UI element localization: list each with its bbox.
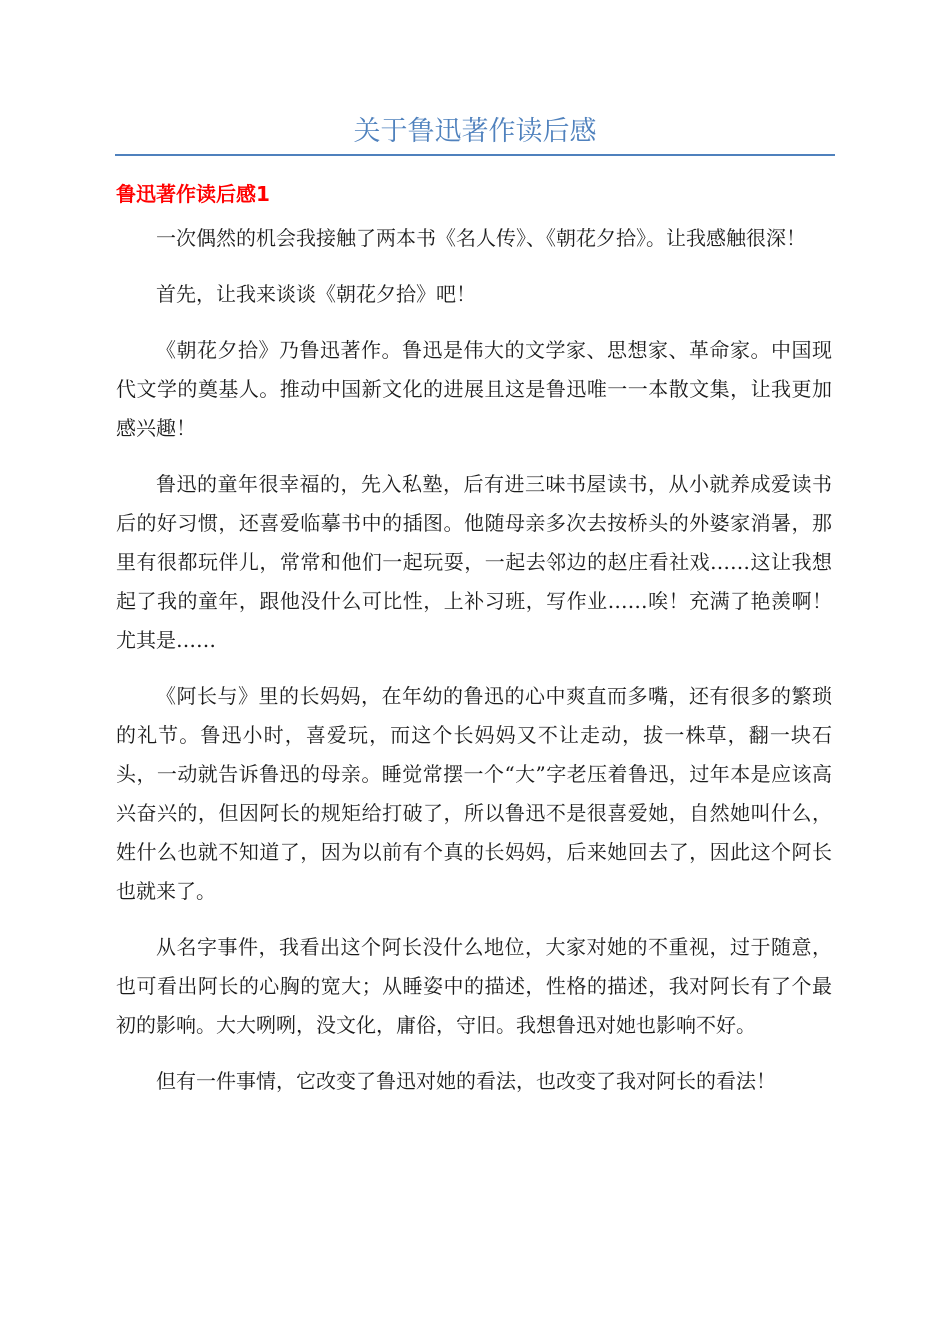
document-body (116, 219, 832, 1118)
paragraph: 首先，让我来谈谈《朝花夕拾》吧！ (156, 282, 476, 306)
paragraph: 但有一件事情，它改变了鲁迅对她的看法，也改变了我对阿长的看法！ (156, 1069, 776, 1093)
paragraph: 《阿长与》里的长妈妈，在年幼的鲁迅的心中爽直而多嘴，还有很多的繁琐的礼节。鲁迅小时，喜爱玩，而这个长妈妈又不让走动，拔一株草，翻一块石头，一动就告诉鲁迅的母亲。睡觉常摆一个“大”字老压着鲁迅，过年本是应该高兴奋兴的，但因阿长的规矩给打破了，所以鲁迅不是很喜爱她，自然她叫什么，姓什么也就不知道了，因为以前有个真的长妈妈，后来她回去了，因此这个阿长也就来了。 (116, 684, 832, 903)
document-title: 关于鲁迅著作读后感 (353, 116, 597, 147)
paragraph: 鲁迅的童年很幸福的，先入私塾，后有进三味书屋读书，从小就养成爱读书后的好习惯，还喜爱临摹书中的插图。他随母亲多次去按桥头的外婆家消暑，那里有很都玩伴儿，常常和他们一起玩耍，一起去邻边的赵庄看社戏……这让我想起了我的童年，跟他没什么可比性，上补习班，写作业……唉！充满了艳羡啊！尤其是…… (116, 472, 832, 652)
paragraph: 一次偶然的机会我接触了两本书《名人传》、《朝花夕拾》。让我感触很深！ (156, 226, 806, 250)
paragraph: 从名字事件，我看出这个阿长没什么地位，大家对她的不重视，过于随意，也可看出阿长的心胸的宽大；从睡姿中的描述，性格的描述，我对阿长有了个最初的影响。大大咧咧，没文化，庸俗，守旧。我想鲁迅对她也影响不好。 (116, 935, 832, 1037)
section-heading: 鲁迅著作读后感1 (116, 182, 270, 206)
title-underline (115, 154, 835, 156)
paragraph: 《朝花夕拾》乃鲁迅著作。鲁迅是伟大的文学家、思想家、革命家。中国现代文学的奠基人。推动中国新文化的进展且这是鲁迅唯一一本散文集，让我更加感兴趣！ (116, 338, 832, 440)
